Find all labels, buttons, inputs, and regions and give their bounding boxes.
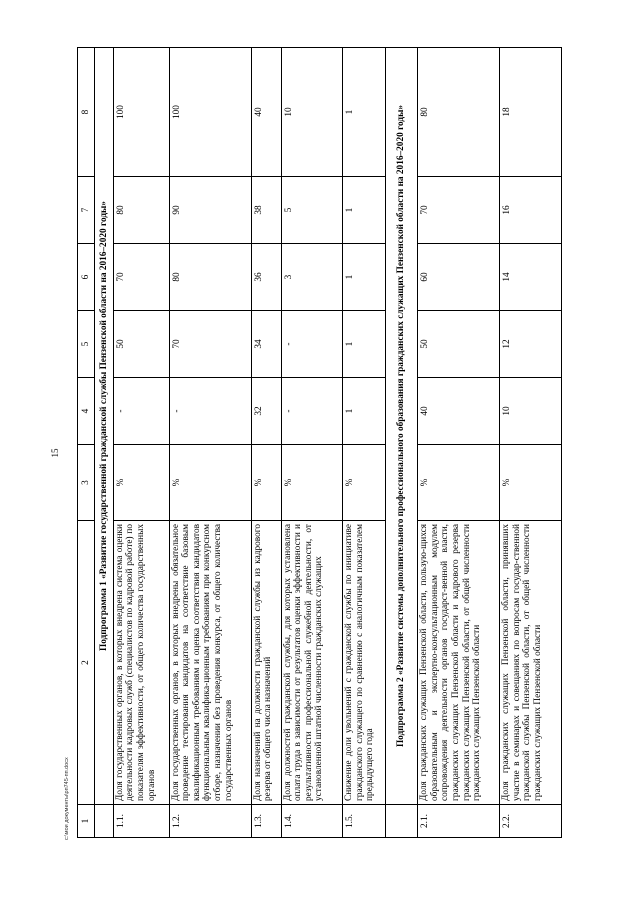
value-cell: 32: [251, 378, 281, 445]
header-cell: 4: [78, 378, 95, 445]
table-row: [343, 48, 386, 838]
header-cell: 2: [78, 521, 95, 805]
value-cell: 38: [251, 177, 281, 244]
value-cell: -: [169, 378, 251, 445]
table-row: [500, 48, 562, 838]
value-cell: 1: [343, 244, 386, 311]
value-cell: 40: [418, 378, 500, 445]
unit-cell: %: [113, 445, 169, 521]
value-cell: 10: [500, 378, 562, 445]
value-cell: -: [113, 378, 169, 445]
indicator-text: Доля государственных органов, в которых внедрены обязательное проведение тестирования кандидатов на соответствие базовым квалификационным требованиям и оценка соответствия кандидатов функциональным квалифика-ционным требованиям при конкурсном отборе, назначении без проведения конкурса, от общего количества государственных органов: [169, 521, 251, 805]
value-cell: 50: [418, 311, 500, 378]
header-cell: 3: [78, 445, 95, 521]
table-row: [418, 48, 500, 838]
table-row: [251, 48, 281, 838]
value-cell: 1: [343, 311, 386, 378]
value-cell: 36: [251, 244, 281, 311]
value-cell: 80: [113, 177, 169, 244]
value-cell: 18: [500, 48, 562, 177]
value-cell: 60: [418, 244, 500, 311]
page-number: 15: [50, 448, 60, 458]
value-cell: 90: [169, 177, 251, 244]
indicator-text: Снижение доли увольнений с гражданской службы по инициативе гражданского служащего по сравнению с аналогичным показателем предыдущего года: [343, 521, 386, 805]
indicator-text: Доля назначений на должности гражданской службы из кадрового резерва от общего числа назначений: [251, 521, 281, 805]
table-row: [281, 48, 343, 838]
value-cell: -: [281, 378, 343, 445]
header-cell: 5: [78, 311, 95, 378]
value-cell: 3: [281, 244, 343, 311]
value-cell: 80: [169, 244, 251, 311]
value-cell: 12: [500, 311, 562, 378]
section-row: [386, 48, 418, 838]
unit-cell: %: [251, 445, 281, 521]
value-cell: 100: [113, 48, 169, 177]
empty-cell: [386, 805, 418, 838]
value-cell: 70: [418, 177, 500, 244]
row-number: 1.5.: [343, 805, 386, 838]
value-cell: 100: [169, 48, 251, 177]
value-cell: 14: [500, 244, 562, 311]
value-cell: 1: [343, 48, 386, 177]
header-row: [78, 48, 95, 838]
header-cell: 8: [78, 48, 95, 177]
value-cell: 1: [343, 378, 386, 445]
unit-cell: %: [281, 445, 343, 521]
value-cell: 5: [281, 177, 343, 244]
section-row: [95, 48, 113, 838]
value-cell: 16: [500, 177, 562, 244]
value-cell: 70: [113, 244, 169, 311]
value-cell: 80: [418, 48, 500, 177]
indicator-text: Доля гражданских служащих Пензенской области, принявших участие в семинарах и совещаниях по вопросам государ-ственной гражданской службы Пензенской области, от общей численности гражданских служащих Пензенской области: [500, 521, 562, 805]
header-cell: 7: [78, 177, 95, 244]
header-cell: 6: [78, 244, 95, 311]
value-cell: 1: [343, 177, 386, 244]
indicator-text: Доля гражданских служащих Пензенской области, пользую-щихся образовательным и экспертно-консультационным модулем сопровождения деятельности органов государст-венной власти, гражданских служащих Пензенской области и кадрового резерва гражданских служащих Пензенской области, от общей численности гражданских служащих Пензенской области: [418, 521, 500, 805]
header-cell: 1: [78, 805, 95, 838]
value-cell: 50: [113, 311, 169, 378]
row-number: 2.1.: [418, 805, 500, 838]
row-number: 1.3.: [251, 805, 281, 838]
value-cell: -: [281, 311, 343, 378]
file-path-footer: c:\мои документы\рп745-пп.docx: [64, 757, 70, 840]
value-cell: 70: [169, 311, 251, 378]
unit-cell: %: [500, 445, 562, 521]
indicators-table: [77, 47, 562, 838]
indicator-text: Доля государственных органов, в которых внедрена система оценки деятельности кадровых служб (специалистов по кадровой работе) по показателям эффективности, от общего количества государственных органов: [113, 521, 169, 805]
value-cell: 10: [281, 48, 343, 177]
section-title: Подпрограмма 1 «Развитие государственной гражданской службы Пензенской области на 2016–2020 годы»: [95, 48, 113, 805]
row-number: 1.2.: [169, 805, 251, 838]
unit-cell: %: [343, 445, 386, 521]
table-row: [169, 48, 251, 838]
indicator-text: Доля должностей гражданской службы, для которых установлена оплата труда в зависимости от результатов оценки эффективности и результативности профессиональной служебной деятельности, от установленной штатной численности гражданских служащих: [281, 521, 343, 805]
value-cell: 34: [251, 311, 281, 378]
rotated-table-container: [77, 48, 562, 838]
empty-cell: [95, 805, 113, 838]
value-cell: 40: [251, 48, 281, 177]
unit-cell: %: [418, 445, 500, 521]
row-number: 2.2.: [500, 805, 562, 838]
section-title: Подпрограмма 2 «Развитие системы дополнительного профессионального образования гражданских служащих Пензенской области на 2016–2020 годы»: [386, 48, 418, 805]
table-row: [113, 48, 169, 838]
unit-cell: %: [169, 445, 251, 521]
row-number: 1.4.: [281, 805, 343, 838]
row-number: 1.1.: [113, 805, 169, 838]
